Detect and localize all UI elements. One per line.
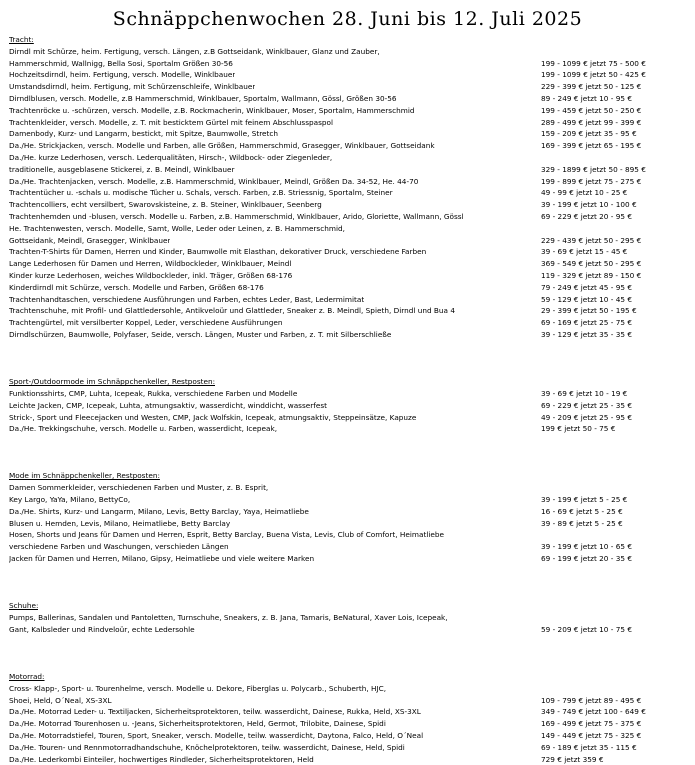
list-item xyxy=(9,482,689,494)
list-item xyxy=(9,754,689,765)
item-price: 329 - 1899 € jetzt 50 - 895 € xyxy=(541,164,646,174)
item-price: 39 - 199 € jetzt 10 - 100 € xyxy=(541,200,637,210)
section-heading-text: Motorrad: xyxy=(9,672,45,682)
item-price: 109 - 799 € jetzt 89 - 495 € xyxy=(541,695,642,705)
item-description: Leichte Jacken, CMP, Icepeak, Luhta, atmungsaktiv, wasserdicht, winddicht, wasserfest xyxy=(9,400,327,410)
list-item xyxy=(9,529,689,541)
item-description: Trachtenkleider, versch. Modelle, z. T. mit besticktem Gürtel mit feinem Abschlusspaspol xyxy=(9,117,334,127)
item-description: Strick-, Sport und Fleecejacken und Westen, CMP, Jack Wolfskin, Icepeak, atmungsaktiv, Steppeinsätze, Kapuze xyxy=(9,412,417,422)
list-item xyxy=(9,81,689,93)
item-price: 199 - 1099 € jetzt 75 - 500 € xyxy=(541,58,646,68)
list-item xyxy=(9,58,689,70)
list-item xyxy=(9,211,689,223)
item-description: Funktionsshirts, CMP, Luhta, Icepeak, Rukka, verschiedene Farben und Modelle xyxy=(9,388,298,398)
item-description: Hammerschmid, Wallnigg, Bella Sosi, Sportalm Größen 30-56 xyxy=(9,58,233,68)
list-item xyxy=(9,105,689,117)
list-item xyxy=(9,93,689,105)
item-description: Shoei, Held, O´Neal, XS-3XL xyxy=(9,695,112,705)
item-price: 289 - 499 € jetzt 99 - 399 € xyxy=(541,117,642,127)
list-item xyxy=(9,553,689,565)
item-description: Trachtenröcke u. -schürzen, versch. Modelle, z.B. Rockmacherin, Winklbauer, Moser, Sportalm, Hammerschmid xyxy=(9,105,415,115)
item-description: Hosen, Shorts und Jeans für Damen und Herren, Esprit, Betty Barclay, Buena Vista, Levis, Club of Comfort, Heimatliebe xyxy=(9,530,445,540)
list-item xyxy=(9,46,689,58)
item-description: Key Largo, YaYa, Milano, BettyCo, xyxy=(9,495,131,505)
list-item xyxy=(9,164,689,176)
item-price: 39 - 69 € jetzt 15 - 45 € xyxy=(541,247,628,257)
list-item xyxy=(9,128,689,140)
list-item xyxy=(9,282,689,294)
price-list xyxy=(9,34,689,765)
list-item xyxy=(9,140,689,152)
spacer xyxy=(9,565,689,577)
item-price: 29 - 399 € jetzt 50 - 195 € xyxy=(541,306,637,316)
list-item xyxy=(9,270,689,282)
item-price: 49 - 99 € jetzt 10 - 25 € xyxy=(541,188,628,198)
item-price: 119 - 329 € jetzt 89 - 150 € xyxy=(541,270,642,280)
item-price: 729 € jetzt 359 € xyxy=(541,754,604,764)
list-item xyxy=(9,69,689,81)
list-item xyxy=(9,400,689,412)
list-item xyxy=(9,624,689,636)
item-description: Kinderdirndl mit Schürze, versch. Modelle und Farben, Größen 68-176 xyxy=(9,282,264,292)
item-description: Lange Lederhosen für Damen und Herren, Wildbockleder, Winklbauer, Meindl xyxy=(9,259,292,269)
item-price: 199 - 1099 € jetzt 50 - 425 € xyxy=(541,70,646,80)
item-price: 59 - 209 € jetzt 10 - 75 € xyxy=(541,624,632,634)
item-description: Damen Sommerkleider, verschiedenen Farben und Muster, z. B. Esprit, xyxy=(9,483,269,493)
item-description: Trachtenhemden und -blusen, versch. Modelle u. Farben, z.B. Hammerschmid, Winklbauer, Arido, Gloriette, Wallmann, Gössl xyxy=(9,211,464,221)
item-description: Trachtengürtel, mit versilberter Koppel, Leder, verschiedene Ausführungen xyxy=(9,318,283,328)
list-item xyxy=(9,506,689,518)
item-price: 349 - 749 € jetzt 100 - 649 € xyxy=(541,707,646,717)
item-description: traditionelle, ausgeblasene Stickerei, z. B. Meindl, Winklbauer xyxy=(9,164,235,174)
item-description: Da./He. Strickjacken, versch. Modelle und Farben, alle Größen, Hammerschmid, Grasegger, Winklbauer, Gottseidank xyxy=(9,141,435,151)
spacer xyxy=(9,659,689,671)
item-description: Trachtencolliers, echt versilbert, Swarovskisteine, z. B. Steiner, Winklbauer, Seenberg xyxy=(9,200,322,210)
item-description: Jacken für Damen und Herren, Milano, Gipsy, Heimatliebe und viele weitere Marken xyxy=(9,554,315,564)
spacer xyxy=(9,577,689,589)
item-price: 39 - 199 € jetzt 10 - 65 € xyxy=(541,542,632,552)
item-description: Dirndlschürzen, Baumwolle, Polyfaser, Seide, versch. Längen, Muster und Farben, z. T. mit Silberschließe xyxy=(9,329,392,339)
item-description: Umstandsdirndl, heim. Fertigung, mit Schürzenschleife, Winklbauer xyxy=(9,82,256,92)
item-price: 159 - 209 € jetzt 35 - 95 € xyxy=(541,129,637,139)
list-item xyxy=(9,683,689,695)
item-description: Trachtenschuhe, mit Profil- und Glattledersohle, Antikveloür und Glattleder, Sneaker z. B. Meindl, Spieth, Dirndl und Bua 4 xyxy=(9,306,455,316)
list-item xyxy=(9,235,689,247)
item-description: Trachtenhandtaschen, verschiedene Ausführungen und Farben, echtes Leder, Bast, Ledermimitat xyxy=(9,294,365,304)
item-description: Da./He. Lederkombi Einteiler, hochwertiges Rindleder, Sicherheitsprotektoren, Held xyxy=(9,754,314,764)
list-item xyxy=(9,706,689,718)
list-item xyxy=(9,199,689,211)
item-price: 169 - 399 € jetzt 65 - 195 € xyxy=(541,141,642,151)
item-price: 89 - 249 € jetzt 10 - 95 € xyxy=(541,93,632,103)
item-description: Cross- Klapp-, Sport- u. Tourenhelme, versch. Modelle u. Dekore, Fiberglas u. Polycarb., Schuberth, HJC, xyxy=(9,683,387,693)
item-price: 69 - 189 € jetzt 35 - 115 € xyxy=(541,742,637,752)
item-price: 79 - 249 € jetzt 45 - 95 € xyxy=(541,282,632,292)
item-price: 229 - 439 € jetzt 50 - 295 € xyxy=(541,235,642,245)
item-price: 199 € jetzt 50 - 75 € xyxy=(541,424,616,434)
spacer xyxy=(9,353,689,365)
item-price: 229 - 399 € jetzt 50 - 125 € xyxy=(541,82,642,92)
item-description: Damenbody, Kurz- und Langarm, bestickt, mit Spitze, Baumwolle, Stretch xyxy=(9,129,279,139)
list-item xyxy=(9,117,689,129)
item-price: 39 - 89 € jetzt 5 - 25 € xyxy=(541,518,623,528)
item-description: Da./He. Trekkingschuhe, versch. Modelle u. Farben, wasserdicht, Icepeak, xyxy=(9,424,278,434)
list-item xyxy=(9,176,689,188)
spacer xyxy=(9,447,689,459)
item-description: Da./He. Motorrad Tourenhosen u. -Jeans, Sicherheitsprotektoren, Held, Germot, Trilobite, Dainese, Spidi xyxy=(9,719,386,729)
item-description: Da./He. Trachtenjacken, versch. Modelle, z.B. Hammerschmid, Winklbauer, Meindl, Größen Da. 34-52, He. 44-70 xyxy=(9,176,419,186)
list-item xyxy=(9,329,689,341)
list-item xyxy=(9,187,689,199)
section-heading xyxy=(9,671,689,683)
item-description: Da./He. Motorrad Leder- u. Textiljacken, Sicherheitsprotektoren, teilw. wasserdicht, Dainese, Rukka, Held, XS-3XL xyxy=(9,707,421,717)
page-title: Schnäppchenwochen 28. Juni bis 12. Juli 2025 xyxy=(112,8,583,30)
item-price: 369 - 549 € jetzt 50 - 295 € xyxy=(541,259,642,269)
list-item xyxy=(9,223,689,235)
item-description: Dirndlblusen, versch. Modelle, z.B Hammerschmid, Winklbauer, Sportalm, Wallmann, Gössl, Größen 30-56 xyxy=(9,93,397,103)
item-description: Kinder kurze Lederhosen, weiches Wildbockleder, inkl. Träger, Größen 68-176 xyxy=(9,270,293,280)
item-price: 69 - 169 € jetzt 25 - 75 € xyxy=(541,318,632,328)
list-item xyxy=(9,518,689,530)
list-item xyxy=(9,423,689,435)
item-price: 69 - 199 € jetzt 20 - 35 € xyxy=(541,554,632,564)
item-description: Trachten-T-Shirts für Damen, Herren und Kinder, Baumwolle mit Elasthan, dekorativer Druck, verschiedene Farben xyxy=(9,247,427,257)
section-heading xyxy=(9,34,689,46)
list-item xyxy=(9,742,689,754)
item-description: Da./He. Motorradstiefel, Touren, Sport, Sneaker, versch. Modelle, teilw. wasserdicht, Daytona, Falco, Held, O´Neal xyxy=(9,731,424,741)
list-item xyxy=(9,494,689,506)
list-item xyxy=(9,317,689,329)
spacer xyxy=(9,459,689,471)
list-item xyxy=(9,695,689,707)
list-item xyxy=(9,152,689,164)
item-description: Gottseidank, Meindl, Grasegger, Winklbauer xyxy=(9,235,171,245)
item-description: Da./He. kurze Lederhosen, versch. Lederqualitäten, Hirsch-, Wildbock- oder Ziegenleder, xyxy=(9,152,333,162)
list-item xyxy=(9,412,689,424)
item-price: 69 - 229 € jetzt 20 - 95 € xyxy=(541,211,632,221)
item-price: 69 - 229 € jetzt 25 - 35 € xyxy=(541,400,632,410)
list-item xyxy=(9,612,689,624)
list-item xyxy=(9,388,689,400)
item-price: 199 - 899 € jetzt 75 - 275 € xyxy=(541,176,642,186)
item-price: 149 - 449 € jetzt 75 - 325 € xyxy=(541,731,642,741)
list-item xyxy=(9,246,689,258)
item-description: Trachtentücher u. -schals u. modische Tücher u. Schals, versch. Farben, z.B. Striessnig, Sportalm, Steiner xyxy=(9,188,393,198)
item-description: Pumps, Ballerinas, Sandalen und Pantoletten, Turnschuhe, Sneakers, z. B. Jana, Tamaris, BeNatural, Xaver Lois, Icepeak, xyxy=(9,613,448,623)
section-heading-text: Tracht: xyxy=(9,35,34,44)
spacer xyxy=(9,364,689,376)
spacer xyxy=(9,636,689,648)
spacer xyxy=(9,647,689,659)
item-price: 59 - 129 € jetzt 10 - 45 € xyxy=(541,294,632,304)
item-description: He. Trachtenwesten, versch. Modelle, Samt, Wolle, Leder oder Leinen, z. B. Hammerschmid, xyxy=(9,223,345,233)
item-price: 169 - 499 € jetzt 75 - 375 € xyxy=(541,719,642,729)
item-price: 39 - 199 € jetzt 5 - 25 € xyxy=(541,495,628,505)
list-item xyxy=(9,730,689,742)
item-description: verschiedene Farben und Waschungen, verschieden Längen xyxy=(9,542,229,552)
item-price: 49 - 209 € jetzt 25 - 95 € xyxy=(541,412,632,422)
list-item xyxy=(9,541,689,553)
spacer xyxy=(9,341,689,353)
item-description: Hochzeitsdirndl, heim. Fertigung, versch. Modelle, Winklbauer xyxy=(9,70,236,80)
item-price: 199 - 459 € jetzt 50 - 250 € xyxy=(541,105,642,115)
section-heading xyxy=(9,600,689,612)
item-price: 16 - 69 € jetzt 5 - 25 € xyxy=(541,506,623,516)
item-description: Da./He. Shirts, Kurz- und Langarm, Milano, Levis, Betty Barclay, Yaya, Heimatliebe xyxy=(9,506,309,516)
section-heading xyxy=(9,376,689,388)
item-description: Blusen u. Hemden, Levis, Milano, Heimatliebe, Betty Barclay xyxy=(9,518,231,528)
section-heading-text: Sport-/Outdoormode im Schnäppchenkeller, Restposten: xyxy=(9,377,216,387)
section-heading-text: Mode im Schnäppchenkeller, Restposten: xyxy=(9,471,160,481)
item-description: Dirndl mit Schürze, heim. Fertigung, versch. Längen, z.B Gottseidank, Winklbauer, Glanz und Zauber, xyxy=(9,46,380,56)
section-heading xyxy=(9,470,689,482)
item-description: Da./He. Touren- und Rennmotorradhandschuhe, Knöchelprotektoren, teilw. wasserdicht, Dainese, Held, Spidi xyxy=(9,742,405,752)
list-item xyxy=(9,718,689,730)
spacer xyxy=(9,435,689,447)
list-item xyxy=(9,294,689,306)
item-description: Gant, Kalbsleder und Rindveloür, echte Ledersohle xyxy=(9,624,195,634)
item-price: 39 - 129 € jetzt 35 - 35 € xyxy=(541,329,632,339)
list-item xyxy=(9,305,689,317)
spacer xyxy=(9,588,689,600)
item-price: 39 - 69 € jetzt 10 - 19 € xyxy=(541,388,628,398)
section-heading-text: Schuhe: xyxy=(9,601,39,611)
list-item xyxy=(9,258,689,270)
